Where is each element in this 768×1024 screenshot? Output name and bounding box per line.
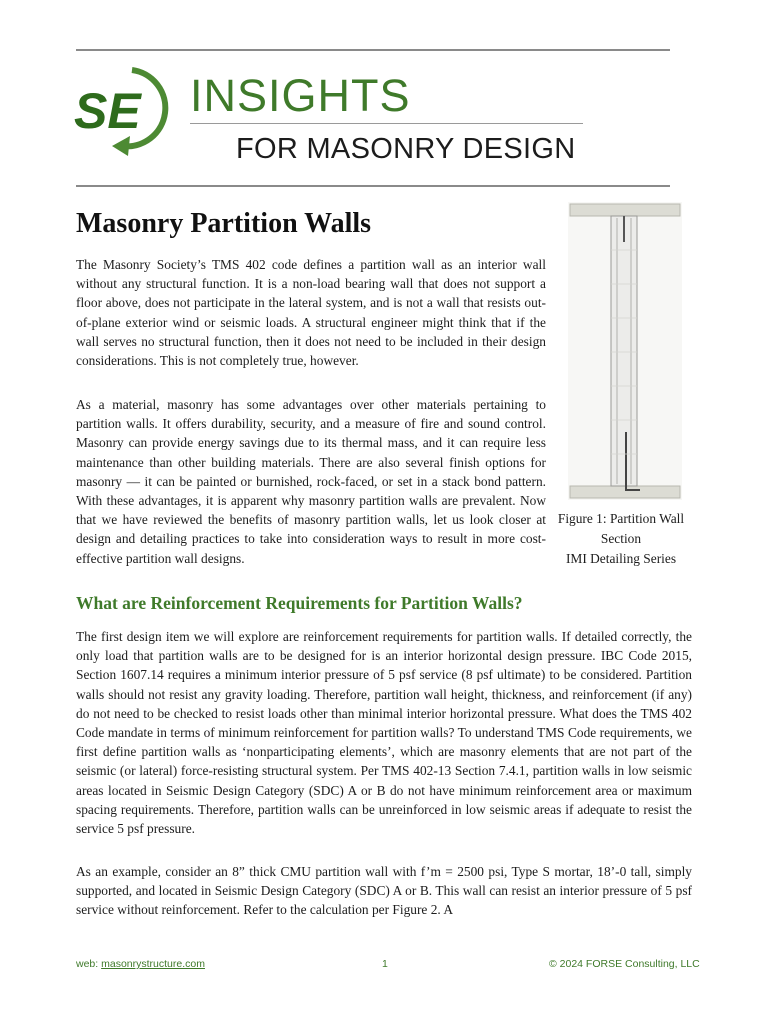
footer-copyright: © 2024 FORSE Consulting, LLC [549, 958, 700, 970]
intro-paragraph: As a material, masonry has some advantages over other materials pertaining to partition walls. It offers durability, security, and a measure of fire and sound control. Masonry can provide energy savings due to its thermal mass, and it can require less maintenance than other building materials. There are also several finish options for masonry — it can be painted or burnished, rock-faced, or set in a stack bond pattern. With these advantages, it is apparent why masonry partition walls are prevalent. Now that we have reviewed the benefits of masonry partition walls, let us look closer at design and detailing practices to take into consideration ways to result in more cost-effective partition wall designs. [76, 397, 546, 566]
brand-subtitle: FOR MASONRY DESIGN [236, 133, 576, 165]
article-title: Masonry Partition Walls [76, 208, 372, 239]
logo-arrow-head [112, 136, 130, 156]
top-divider [76, 49, 670, 51]
caption-line: IMI Detailing Series [565, 551, 677, 566]
caption-line: Figure 1: Partition Wall [557, 511, 685, 526]
ceiling-slab [570, 204, 680, 216]
footer-web-label: web: [76, 958, 102, 970]
partition-wall-section-figure [568, 202, 682, 500]
section-heading: What are Reinforcement Requirements for Partition Walls? [76, 593, 523, 613]
footer-web-link[interactable]: masonrystructure.com [101, 958, 205, 970]
caption-line: Section [600, 531, 642, 546]
logo-text: SE [74, 83, 141, 139]
figure-caption [548, 509, 694, 569]
intro-paragraph: The Masonry Society’s TMS 402 code defines a partition wall as an interior wall without any structural function. It is a non-load bearing wall that does not support a floor above, does not participate in the lateral system, and is not a wall that resists out-of-plane exterior wind or seismic loads. A structural engineer might think that if the wall serves no structural function, then it does not need to be included in their design considerations. This is not completely true, however. [76, 257, 546, 369]
page-number: 1 [382, 958, 388, 970]
footer-web [76, 958, 205, 970]
header-bottom-divider [76, 185, 670, 187]
section-paragraph: The first design item we will explore are reinforcement requirements for partition walls. If detailed correctly, the only load that partition walls are to be designed for is an interior horizontal design pressure. IBC Code 2015, Section 1607.14 requires a minimum interior pressure of 5 psf service (8 psf ultimate) to be considered. Partition walls should not resist any gravity loading. Therefore, partition wall height, thickness, and reinforcement (if any) do not need to be checked to resist loads other than minimal interior horizontal pressure. What does the TMS 402 Code mandate in terms of minimum reinforcement for partition walls? To understand TMS Code requirements, we first define partition walls as ‘nonparticipating elements’, which are masonry elements that are not part of the seismic (or lateral) force-resisting structural system. Per TMS 402-13 Section 7.4.1, partition walls in low seismic areas located in Seismic Design Category (SDC) A or B do not have minimum reinforcement area or maximum spacing requirements. Therefore, partition walls can be unreinforced in low seismic areas if adequate to resist the service 5 psf pressure. [76, 629, 692, 837]
section-paragraph: As an example, consider an 8” thick CMU partition wall with f’m = 2500 psi, Type S mortar, 18’-0 tall, simply supported, and located in Seismic Design Category (SDC) A or B. This wall can resist an interior pressure of 5 psf service without reinforcement. Refer to the calculation per Figure 2. A [76, 864, 692, 918]
header-divider [190, 123, 583, 124]
masonry-wall [611, 216, 637, 486]
se-logo [74, 62, 184, 157]
brand-title: INSIGHTS [190, 70, 411, 121]
